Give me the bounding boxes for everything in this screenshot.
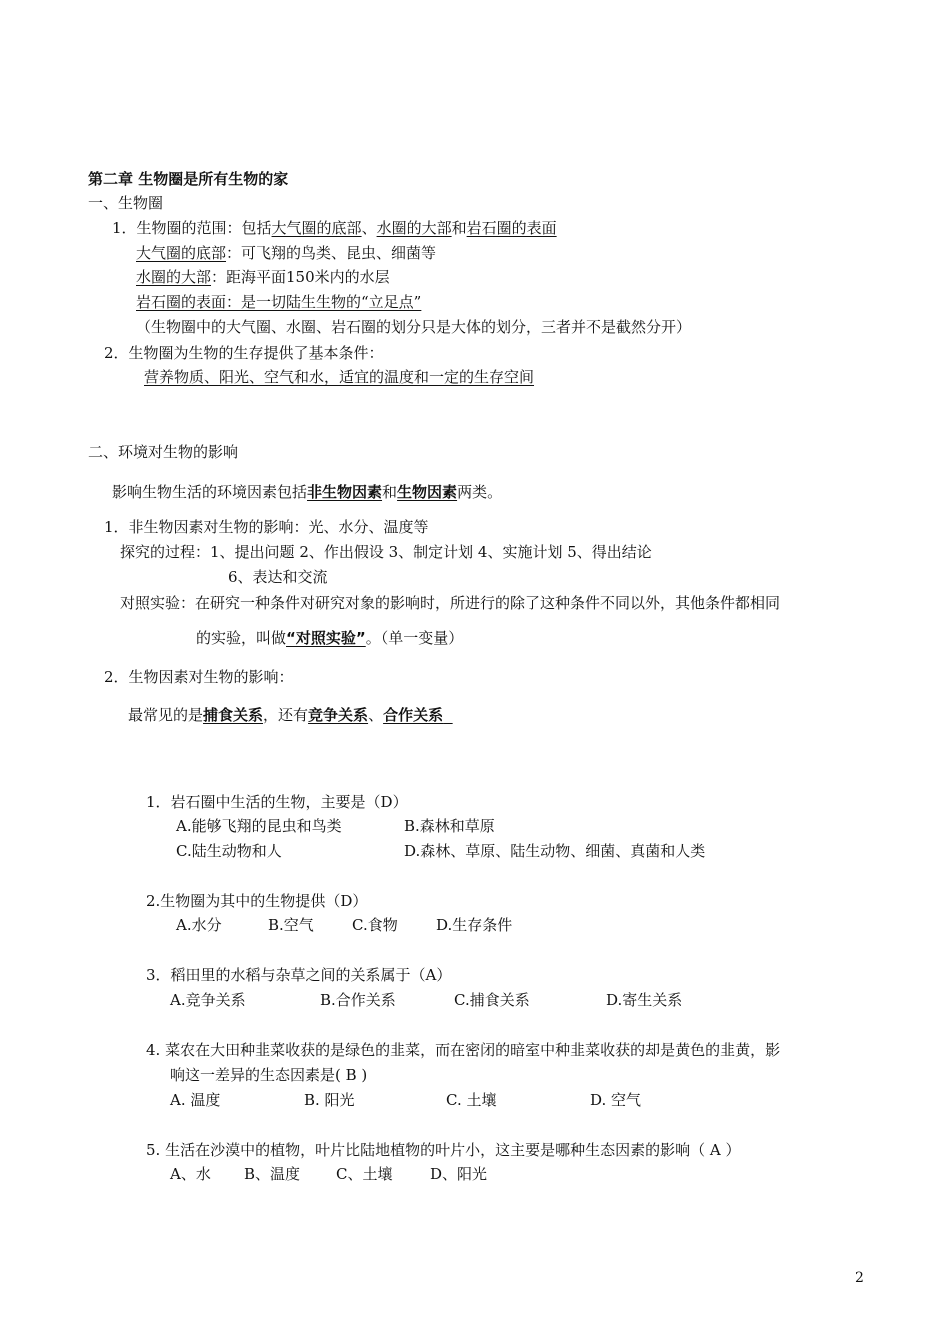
- question-3-options: [170, 990, 682, 1010]
- atmosphere-line: [136, 243, 436, 263]
- question-1-option-d: D.森林、草原、陆生动物、细菌、真菌和人类: [404, 842, 706, 860]
- range-sep: 和: [451, 219, 467, 237]
- inquiry-process: 探究的过程：1、提出问题 2、作出假设 3、制定计划 4、实施计划 5、得出结论: [120, 543, 652, 561]
- biotic-influence: 2．生物因素对生物的影响：: [104, 668, 294, 686]
- question-4-stem-cont: 响这一差异的生态因素是( B ): [170, 1066, 368, 1084]
- question-3-option-c: C.捕食关系: [454, 991, 530, 1009]
- question-3-option-d: D.寄生关系: [606, 991, 683, 1009]
- question-5-option-d: D、阳光: [430, 1165, 488, 1183]
- range-lithosphere: 岩石圈的表面: [466, 219, 557, 237]
- question-1-options-row2: [176, 841, 705, 861]
- question-4-option-c: C. 土壤: [446, 1091, 497, 1109]
- trailing-underline: [443, 706, 453, 724]
- predation-term: 捕食关系: [203, 706, 264, 724]
- abiotic-influence: 1．非生物因素对生物的影响：光、水分、温度等: [104, 518, 429, 536]
- basic-conditions: 营养物质、阳光、空气和水，适宜的温度和一定的生存空间: [144, 368, 535, 386]
- question-2-option-d: D.生存条件: [436, 916, 513, 934]
- question-2-option-b: B.空气: [268, 916, 314, 934]
- question-1-options-row1: [176, 816, 495, 836]
- relations-line: [128, 705, 453, 725]
- biosphere-range-lead: 1．生物圈的范围：包括: [112, 219, 272, 237]
- range-atmosphere: 大气圈的底部: [271, 219, 362, 237]
- question-3-option-b: B.合作关系: [320, 991, 396, 1009]
- range-hydrosphere: 水圈的大部: [376, 219, 452, 237]
- factors-intro: [112, 482, 502, 502]
- biotic-factors-term: 生物因素: [397, 483, 458, 501]
- basic-conditions-heading: 2．生物圈为生物的生存提供了基本条件：: [104, 344, 384, 362]
- question-4-option-a: A. 温度: [170, 1091, 221, 1109]
- factors-intro-mid: 和: [382, 483, 398, 501]
- chapter-title: 第二章 生物圈是所有生物的家: [88, 170, 289, 188]
- section1-heading: 一、生物圈: [88, 194, 164, 212]
- factors-intro-lead: 影响生物生活的环境因素包括: [112, 483, 308, 501]
- relations-mid: ，还有: [263, 706, 309, 724]
- division-note: （生物圈中的大气圈、水圈、岩石圈的划分只是大体的划分，三者并不是截然分开）: [136, 318, 692, 336]
- question-2-option-c: C.食物: [352, 916, 398, 934]
- question-4-stem: 4. 菜农在大田种韭菜收获的是绿色的韭菜，而在密闭的暗室中种韭菜收获的却是黄色的韭黄，影: [146, 1041, 781, 1059]
- atmosphere-desc: ：可飞翔的鸟类、昆虫、细菌等: [226, 244, 437, 262]
- biosphere-range: [112, 218, 557, 238]
- section2-heading: 二、环境对生物的影响: [88, 443, 239, 461]
- question-3-stem: 3．稻田里的水稻与杂草之间的关系属于（A）: [146, 966, 452, 984]
- control-experiment-term: “对照实验”: [286, 629, 366, 647]
- lithosphere-line: [136, 292, 421, 312]
- atmosphere-term: 大气圈的底部: [136, 244, 227, 262]
- inquiry-process-cont: 6、表达和交流: [228, 568, 328, 586]
- relations-lead: 最常见的是: [128, 706, 204, 724]
- hydrosphere-desc: ：距海平面150米内的水层: [211, 268, 390, 286]
- question-5-options: [170, 1164, 487, 1184]
- hydrosphere-term: 水圈的大部: [136, 268, 212, 286]
- control-experiment-cont: [196, 628, 463, 648]
- question-2-options: [176, 915, 512, 935]
- control-tail: 。（单一变量）: [365, 629, 464, 647]
- question-2-stem: 2.生物圈为其中的生物提供（D）: [146, 892, 368, 910]
- question-5-option-c: C、土壤: [336, 1165, 393, 1183]
- question-1-stem: 1．岩石圈中生活的生物，主要是（D）: [146, 793, 408, 811]
- question-1-option-b: B.森林和草原: [404, 817, 495, 835]
- factors-intro-tail: 两类。: [457, 483, 503, 501]
- question-5-option-a: A、水: [170, 1165, 211, 1183]
- question-2-option-a: A.水分: [176, 916, 222, 934]
- control-experiment-def: 对照实验：在研究一种条件对研究对象的影响时，所进行的除了这种条件不同以外，其他条件都相同: [120, 594, 781, 612]
- question-5-option-b: B、温度: [244, 1165, 301, 1183]
- question-4-option-b: B. 阳光: [304, 1091, 355, 1109]
- question-3-option-a: A.竞争关系: [170, 991, 246, 1009]
- question-4-options: [170, 1090, 641, 1110]
- cooperation-term: 合作关系: [383, 706, 444, 724]
- question-1-option-a: A.能够飞翔的昆虫和鸟类: [176, 817, 342, 835]
- page-number: 2: [855, 1270, 864, 1286]
- control-lead: 的实验，叫做: [196, 629, 287, 647]
- hydrosphere-line: [136, 267, 390, 287]
- competition-term: 竞争关系: [308, 706, 369, 724]
- question-1-option-c: C.陆生动物和人: [176, 842, 282, 860]
- lithosphere-term: 岩石圈的表面: [136, 293, 227, 311]
- question-4-option-d: D. 空气: [590, 1091, 642, 1109]
- relations-sep: 、: [368, 706, 384, 724]
- range-sep: 、: [361, 219, 377, 237]
- lithosphere-desc: ：是一切陆生生物的“立足点”: [226, 293, 422, 311]
- question-5-stem: 5. 生活在沙漠中的植物，叶片比陆地植物的叶片小，这主要是哪种生态因素的影响（ A ）: [146, 1141, 741, 1159]
- abiotic-factors-term: 非生物因素: [307, 483, 383, 501]
